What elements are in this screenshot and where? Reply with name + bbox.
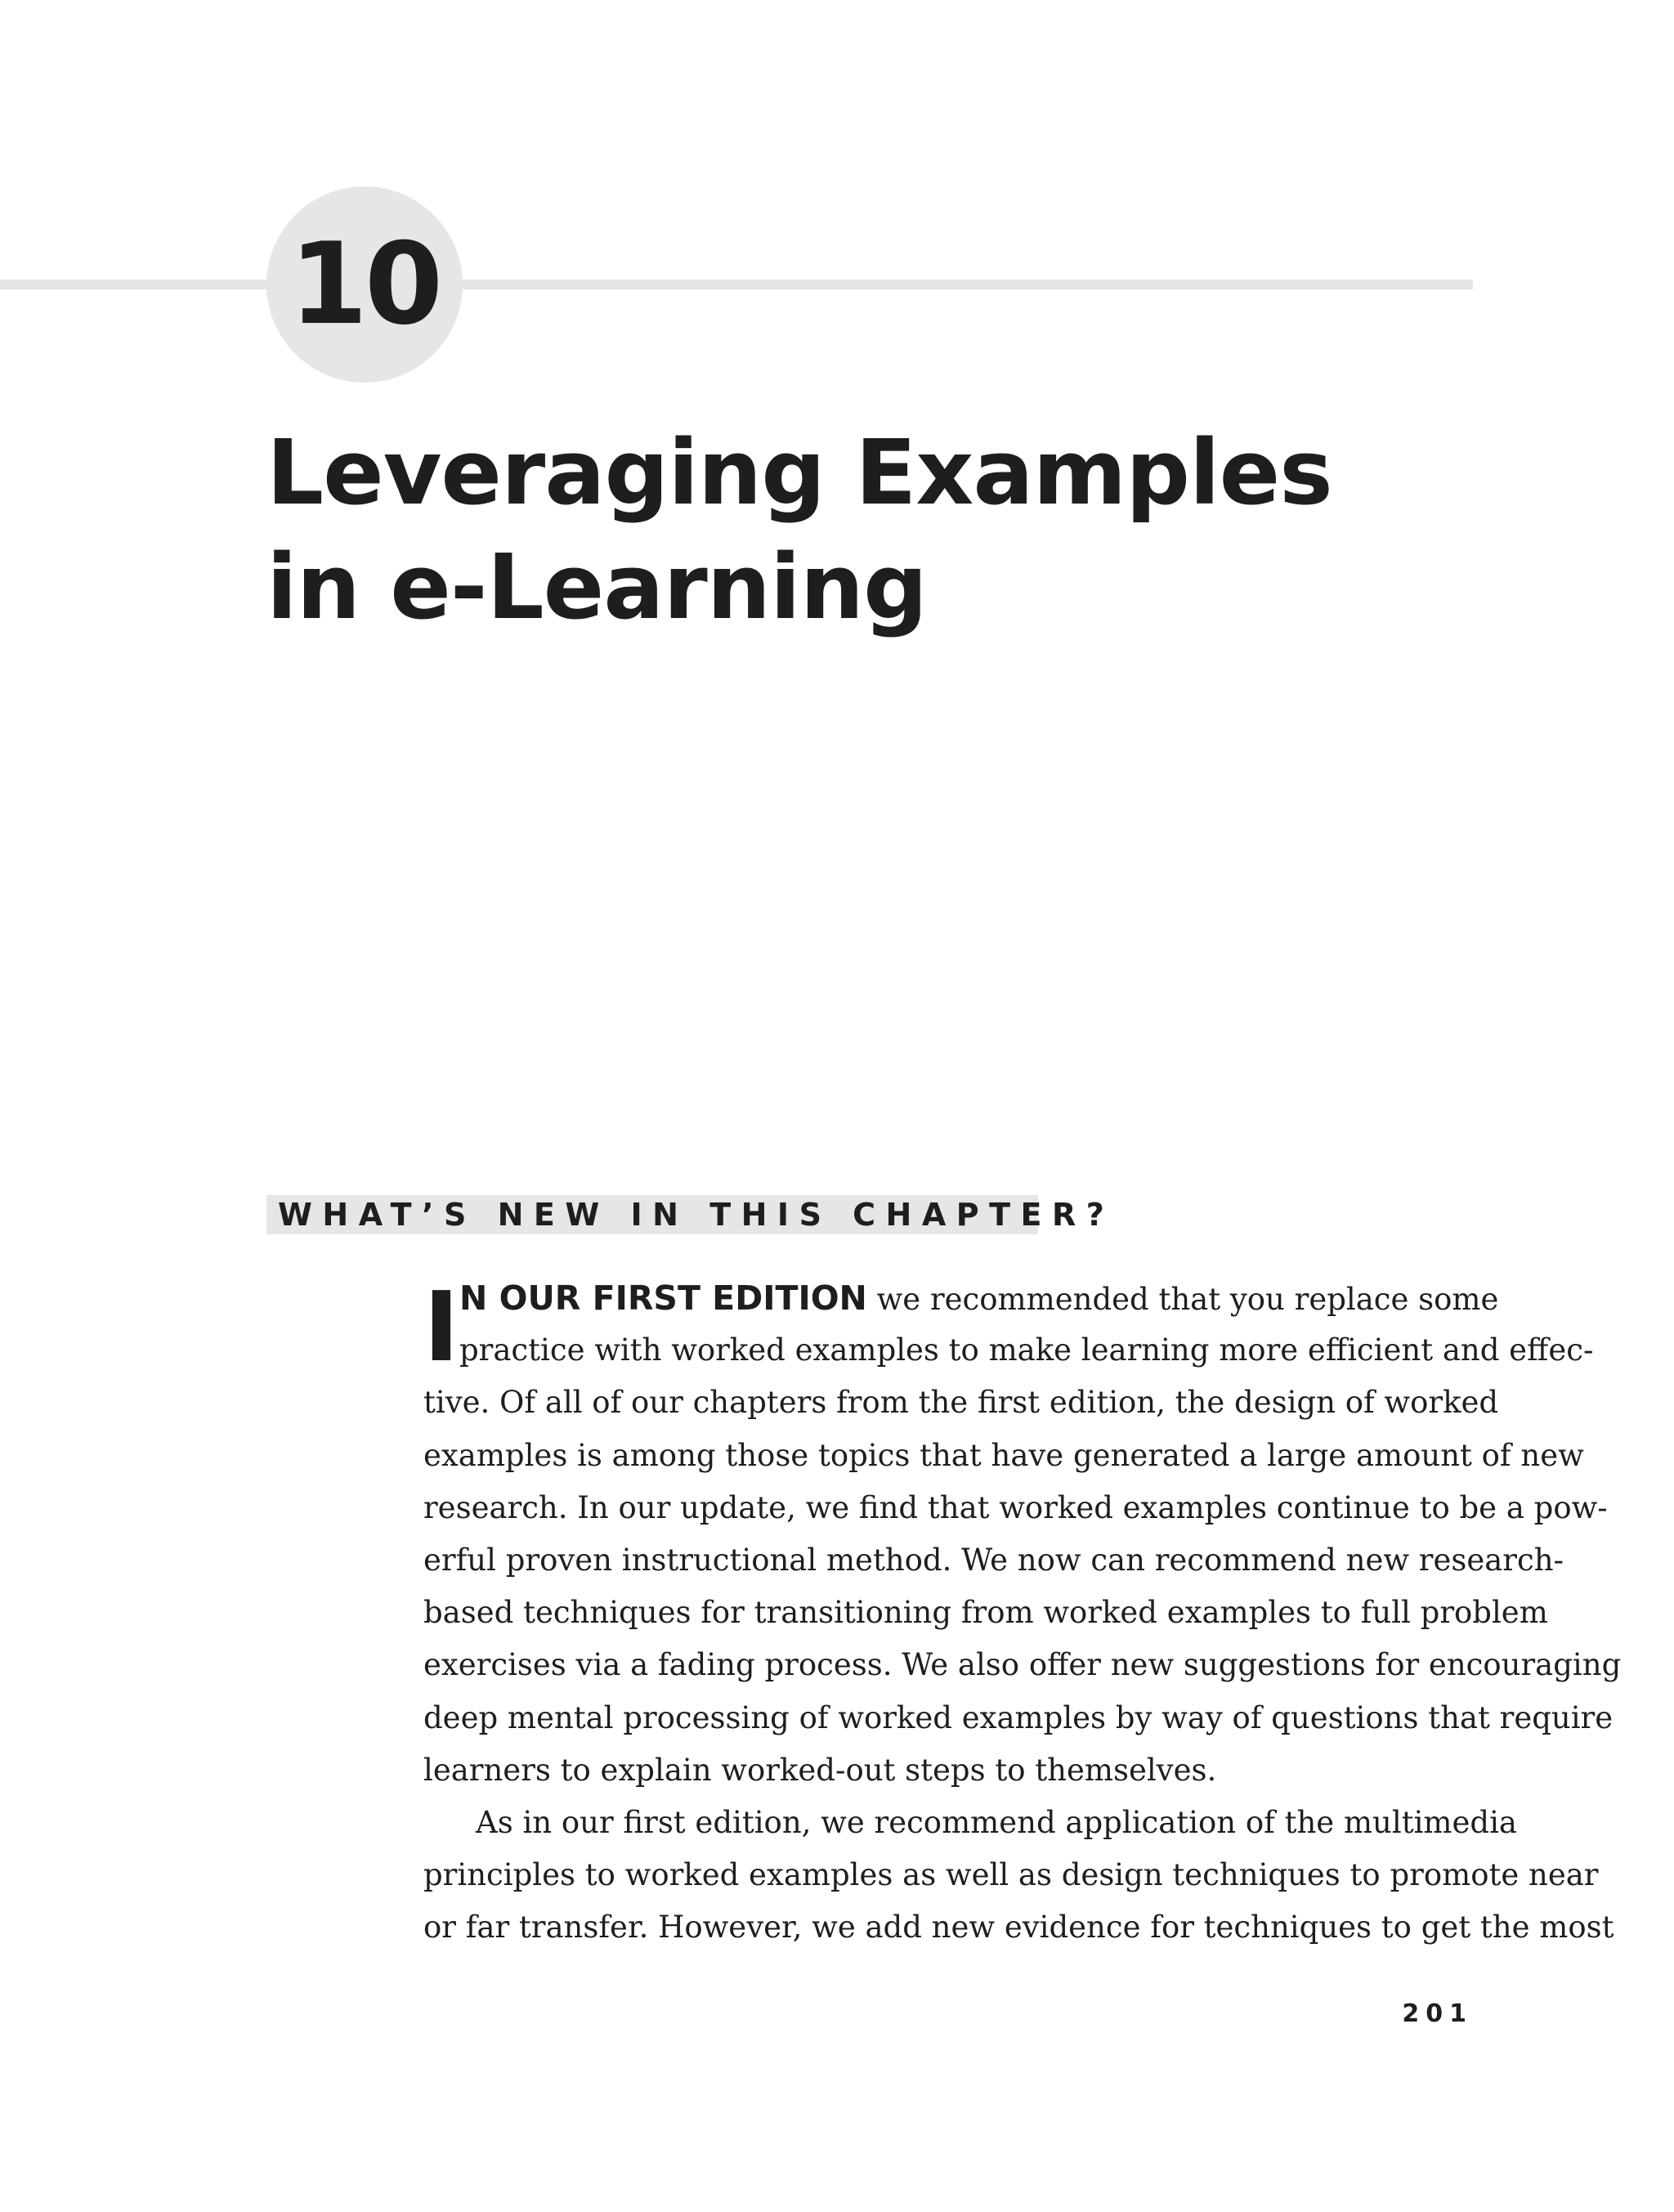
- body-line-8: exercises via a fading process. We also offer new suggestions for encouraging: [423, 1647, 1622, 1683]
- body-line-13: or far transfer. However, we add new evidence for techniques to get the most: [423, 1910, 1614, 1946]
- body-line-11: As in our first edition, we recommend application of the multimedia: [476, 1804, 1517, 1840]
- body-line-1-text: we recommended that you replace some: [866, 1282, 1499, 1317]
- drop-cap: I: [423, 1270, 459, 1383]
- chapter-title: [266, 415, 1332, 644]
- body-line-1: [423, 1272, 1499, 1324]
- chapter-number: 10: [289, 218, 441, 350]
- chapter-title-line-1: Leveraging Examples: [266, 420, 1332, 525]
- body-line-5: research. In our update, we find that worked examples continue to be a pow-: [423, 1489, 1608, 1525]
- chapter-rule-line: [0, 280, 1473, 289]
- body-line-2: practice with worked examples to make learning more efficient and effec-: [459, 1332, 1594, 1368]
- body-line-10: learners to explain worked-out steps to themselves.: [423, 1752, 1217, 1788]
- body-line-6: erful proven instructional method. We now can recommend new research-: [423, 1542, 1564, 1578]
- section-heading: WHAT’S NEW IN THIS CHAPTER?: [278, 1197, 1115, 1233]
- chapter-intro-text: [423, 1270, 1622, 1954]
- body-line-7: based techniques for transitioning from worked examples to full problem: [423, 1595, 1548, 1631]
- body-line-12: principles to worked examples as well as design techniques to promote near: [423, 1857, 1599, 1893]
- body-line-3: tive. Of all of our chapters from the first edition, the design of worked: [423, 1385, 1499, 1421]
- lead-in-text: N OUR FIRST EDITION: [459, 1278, 867, 1318]
- page-number: 201: [1402, 1999, 1473, 2028]
- body-line-9: deep mental processing of worked examples by way of questions that require: [423, 1699, 1614, 1735]
- body-line-4: examples is among those topics that have generated a large amount of new: [423, 1437, 1584, 1473]
- chapter-title-line-2: in e-Learning: [266, 535, 927, 639]
